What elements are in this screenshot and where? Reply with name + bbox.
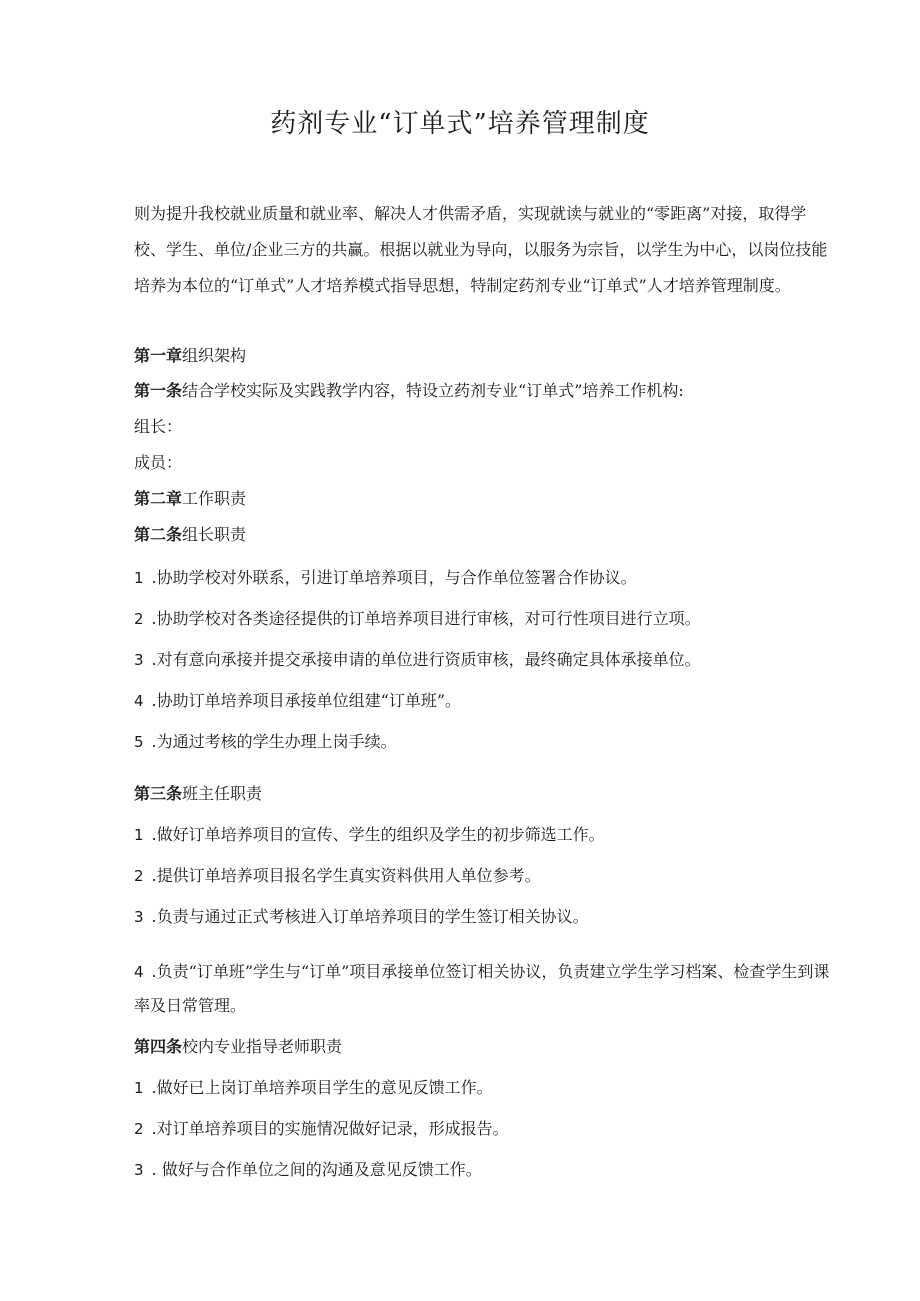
- chapter-1-label: 第一章: [134, 346, 183, 365]
- item-text: .负责与通过正式考核进入订单培养项目的学生签订相关协议。: [151, 907, 589, 926]
- article-4-heading: [134, 1035, 834, 1059]
- article-2-text: 组长职责: [182, 525, 247, 544]
- article-4-item: [134, 1158, 834, 1182]
- item-number: 2: [134, 1120, 144, 1138]
- article-3-item: [134, 823, 834, 847]
- item-text: .为通过考核的学生办理上岗手续。: [151, 732, 397, 751]
- article-3-item: [134, 864, 834, 888]
- article-3-heading: [134, 782, 834, 806]
- article-4-text: 校内专业指导老师职责: [182, 1037, 343, 1056]
- item-text: .提供订单培养项目报名学生真实资料供用人单位参考。: [151, 866, 541, 885]
- article-3-item: [134, 955, 830, 1023]
- item-number: 3: [134, 1161, 144, 1179]
- item-number: 1: [134, 569, 144, 587]
- article-4-item: [134, 1117, 834, 1141]
- leader-line: 组长：: [134, 417, 183, 436]
- chapter-1-heading: [134, 344, 834, 368]
- article-1-label: 第一条: [134, 381, 183, 400]
- item-number: 4: [134, 963, 144, 981]
- item-number: 1: [134, 1079, 144, 1097]
- article-2-item: [134, 566, 834, 590]
- item-text: .协助学校对各类途径提供的订单培养项目进行审核，对可行性项目进行立项。: [151, 609, 701, 628]
- chapter-2-heading: [134, 487, 834, 511]
- article-3-label: 第三条: [134, 784, 183, 803]
- chapter-1-text: 组织架构: [182, 346, 247, 365]
- document-title: 药剂专业“订单式”培养管理制度: [270, 109, 650, 139]
- item-text: .对订单培养项目的实施情况做好记录，形成报告。: [151, 1119, 509, 1138]
- item-number: 3: [134, 651, 144, 669]
- item-text: .对有意向承接并提交承接申请的单位进行资质审核，最终确定具体承接单位。: [151, 650, 701, 669]
- chapter-2-text: 工作职责: [182, 489, 247, 508]
- article-4-label: 第四条: [134, 1037, 183, 1056]
- article-2-item: [134, 607, 834, 631]
- article-3-text: 班主任职责: [182, 784, 263, 803]
- item-text: .做好订单培养项目的宣传、学生的组织及学生的初步筛选工作。: [151, 825, 605, 844]
- intro-paragraph: [134, 196, 830, 304]
- article-2-heading: [134, 523, 834, 547]
- members-line: 成员：: [134, 453, 183, 472]
- article-1: [134, 379, 834, 403]
- item-text: . 做好与合作单位之间的沟通及意见反馈工作。: [151, 1160, 482, 1179]
- item-text: .负责“订单班”学生与“订单”项目承接单位签订相关协议，负责建立学生学习档案、检查学生到课率及日常管理。: [134, 962, 830, 1015]
- item-number: 2: [134, 867, 144, 885]
- chapter-2-label: 第二章: [134, 489, 183, 508]
- item-number: 5: [134, 733, 144, 751]
- article-1-text: 结合学校实际及实践教学内容，特设立药剂专业“订单式”培养工作机构:: [182, 381, 684, 400]
- item-text: .协助订单培养项目承接单位组建“订单班”。: [151, 691, 461, 710]
- item-number: 4: [134, 692, 144, 710]
- item-text: .协助学校对外联系，引进订单培养项目，与合作单位签署合作协议。: [151, 568, 637, 587]
- article-2-item: [134, 648, 834, 672]
- article-3-item: [134, 905, 834, 929]
- item-number: 1: [134, 826, 144, 844]
- item-number: 2: [134, 610, 144, 628]
- item-text: .做好已上岗订单培养项目学生的意见反馈工作。: [151, 1078, 493, 1097]
- article-2-item: [134, 730, 834, 754]
- article-2-item: [134, 689, 834, 713]
- article-4-item: [134, 1076, 834, 1100]
- article-2-label: 第二条: [134, 525, 183, 544]
- intro-text: 则为提升我校就业质量和就业率、解决人才供需矛盾，实现就读与就业的“零距离”对接，取得学校、学生、单位/企业三方的共赢。根据以就业为导向，以服务为宗旨，以学生为中心，以岗位技能培养为本位的“订单式”人才培养模式指导思想，特制定药剂专业“订单式”人才培养管理制度。: [134, 204, 828, 295]
- item-number: 3: [134, 908, 144, 926]
